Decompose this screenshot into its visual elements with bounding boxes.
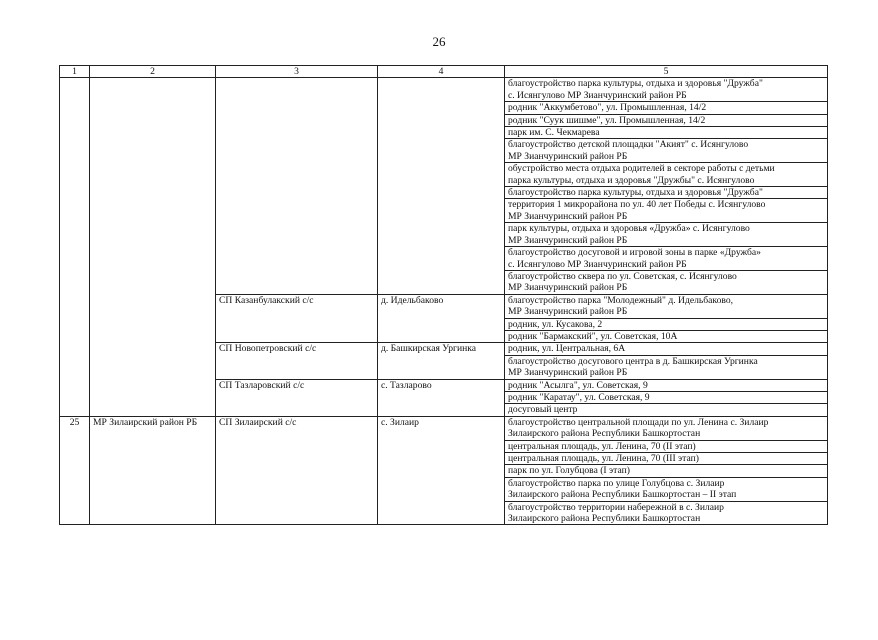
object-text: благоустройство детской площадки "Акият" с. Исянгулово	[508, 139, 749, 151]
object-cell	[505, 416, 828, 440]
object-cell	[505, 294, 828, 318]
locality-cell: с. Тазларово	[378, 379, 505, 416]
settlement-sp-cell	[216, 78, 378, 294]
object-text: благоустройство территории набережной в с. Зилаир	[508, 501, 724, 513]
column-header-5: 5	[505, 66, 828, 78]
object-text: благоустройство парка культуры, отдыха и здоровья "Дружба"	[508, 78, 763, 90]
object-text: МР Зианчуринский район РБ	[508, 234, 628, 246]
object-text: Зилаирского района Республики Башкортостан – II этап	[508, 489, 737, 501]
object-cell	[505, 139, 828, 163]
object-cell	[505, 501, 828, 525]
object-text: родник, ул. Кусакова, 2	[508, 318, 603, 330]
table-header-row	[60, 66, 828, 78]
settlement-sp-cell: СП Казанбулакский с/с	[216, 294, 378, 343]
object-cell	[505, 379, 828, 391]
object-text: МР Зианчуринский район РБ	[508, 367, 628, 379]
object-text: Зилаирского района Республики Башкортостан	[508, 428, 701, 440]
object-cell	[505, 440, 828, 452]
settlement-sp-cell: СП Тазларовский с/с	[216, 379, 378, 416]
object-text: благоустройство парка "Молодежный" д. Идельбаково,	[508, 294, 734, 306]
object-text: досуговый центр	[508, 404, 578, 416]
object-text: парка культуры, отдыха и здоровья "Дружбы" с. Исянгулово	[508, 174, 755, 186]
object-cell	[505, 465, 828, 477]
object-text: благоустройство парка культуры, отдыха и здоровья "Дружба"	[508, 187, 763, 199]
object-text: родник "Каратау", ул. Советская, 9	[508, 391, 650, 403]
object-cell	[505, 247, 828, 271]
number-cell: 25	[60, 416, 90, 525]
object-text: центральная площадь, ул. Ленина, 70 (III этап)	[508, 453, 699, 464]
district-cell: МР Зилаирский район РБ	[90, 416, 216, 525]
object-text: центральная площадь, ул. Ленина, 70 (II этап)	[508, 440, 696, 452]
object-text: МР Зианчуринский район РБ	[508, 150, 628, 162]
object-cell	[505, 187, 828, 199]
object-cell	[505, 199, 828, 223]
locality-cell: с. Зилаир	[378, 416, 505, 525]
object-text: родник "Суук шишме", ул. Промышленная, 14/2	[508, 114, 706, 126]
number-cell	[60, 78, 90, 416]
object-text: обустройство места отдыха родителей в секторе работы с детьми	[508, 163, 775, 175]
column-header-2: 2	[90, 66, 216, 78]
object-cell	[505, 163, 828, 187]
district-cell	[90, 78, 216, 416]
object-text: с. Исянгулово МР Зианчуринский район РБ	[508, 258, 687, 270]
object-text: Зилаирского района Республики Башкортостан	[508, 513, 701, 525]
object-cell	[505, 355, 828, 379]
object-text: благоустройство центральной площади по ул. Ленина с. Зилаир	[508, 416, 769, 428]
object-cell	[505, 78, 828, 102]
page-number: 26	[432, 34, 446, 49]
object-cell	[505, 102, 828, 114]
object-text: МР Зианчуринский район РБ	[508, 210, 628, 222]
object-text: с. Исянгулово МР Зианчуринский район РБ	[508, 89, 687, 101]
object-cell	[505, 318, 828, 330]
object-cell	[505, 114, 828, 126]
object-text: родник, ул. Центральная, 6А	[508, 343, 626, 355]
object-text: парк по ул. Голубцова (I этап)	[508, 465, 630, 477]
object-text: благоустройство парка по улице Голубцова с. Зилаир	[508, 477, 725, 489]
object-text: родник "Асылга", ул. Советская, 9	[508, 379, 648, 391]
object-cell	[505, 453, 828, 465]
table-row	[60, 78, 828, 102]
object-cell	[505, 343, 828, 355]
object-text: родник "Аккумбетово", ул. Промышленная, 14/2	[508, 102, 707, 114]
object-cell	[505, 404, 828, 416]
object-text: МР Зианчуринский район РБ	[508, 306, 628, 318]
object-text: благоустройство досугового центра в д. Башкирская Ургинка	[508, 355, 758, 367]
settlement-sp-cell: СП Новопетровский с/с	[216, 343, 378, 379]
objects-table	[59, 65, 828, 525]
object-cell	[505, 330, 828, 342]
object-cell	[505, 223, 828, 247]
object-text: родник "Бармакский", ул. Советская, 10А	[508, 330, 678, 342]
object-cell	[505, 477, 828, 501]
object-cell	[505, 391, 828, 403]
object-text: парк им. С. Чекмарева	[508, 127, 600, 139]
object-cell	[505, 127, 828, 139]
object-text: благоустройство сквера по ул. Советская, с. Исянгулово	[508, 270, 737, 282]
object-text: благоустройство досуговой и игровой зоны в парке «Дружба»	[508, 247, 761, 259]
settlement-sp-cell: СП Зилаирский с/с	[216, 416, 378, 525]
column-header-3: 3	[216, 66, 378, 78]
object-text: МР Зианчуринский район РБ	[508, 282, 628, 294]
locality-cell: д. Башкирская Ургинка	[378, 343, 505, 379]
object-text: территория 1 микрорайона по ул. 40 лет Победы с. Исянгулово	[508, 199, 766, 211]
column-header-1: 1	[60, 66, 90, 78]
table-row	[60, 416, 828, 440]
object-text: парк культуры, отдыха и здоровья «Дружба» с. Исянгулово	[508, 223, 750, 235]
object-cell	[505, 270, 828, 294]
locality-cell	[378, 78, 505, 294]
column-header-4: 4	[378, 66, 505, 78]
locality-cell: д. Идельбаково	[378, 294, 505, 343]
